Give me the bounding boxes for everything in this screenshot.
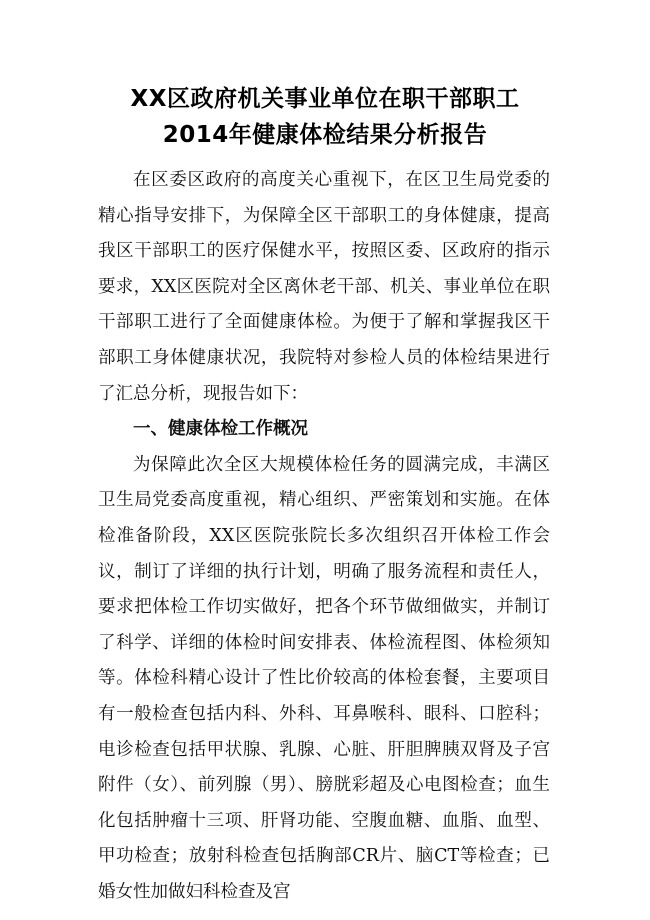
- section-1-heading: 一、健康体检工作概况: [133, 419, 308, 440]
- report-title-line-2: 2014年健康体检结果分析报告: [162, 122, 488, 148]
- intro-paragraph: 在区委区政府的高度关心重视下，在区卫生局党委的精心指导安排下，为保障全区干部职工的身体健康，提高我区干部职工的医疗保健水平，按照区委、区政府的指示要求，XX区医院对全区离休老干部、机关、事业单位在职干部职工进行了全面健康体检。为便于了解和掌握我区干部职工身体健康状况，我院特对参检人员的体检结果进行了汇总分析，现报告如下：: [98, 170, 550, 404]
- section-1-paragraph: 为保障此次全区大规模体检任务的圆满完成，丰满区卫生局党委高度重视，精心组织、严密策划和实施。在体检准备阶段，XX区医院张院长多次组织召开体检工作会议，制订了详细的执行计划，明确了服务流程和责任人，要求把体检工作切实做好，把各个环节做细做实，并制订了科学、详细的体检时间安排表、体检流程图、体检须知等。体检科精心设计了性比价较高的体检套餐，主要项目有一般检查包括内科、外科、耳鼻喉科、眼科、口腔科；电诊检查包括甲状腺、乳腺、心脏、肝胆脾胰双肾及子宫附件（女）、前列腺（男）、膀胱彩超及心电图检查；血生化包括肿瘤十三项、肝肾功能、空腹血糖、血脂、血型、甲功检查；放射科检查包括胸部CR片、脑CT等检查；已婚女性加做妇科检查及宫: [98, 454, 550, 902]
- report-title-line-1: XX区政府机关事业单位在职干部职工: [130, 86, 520, 112]
- report-body: [98, 163, 550, 910]
